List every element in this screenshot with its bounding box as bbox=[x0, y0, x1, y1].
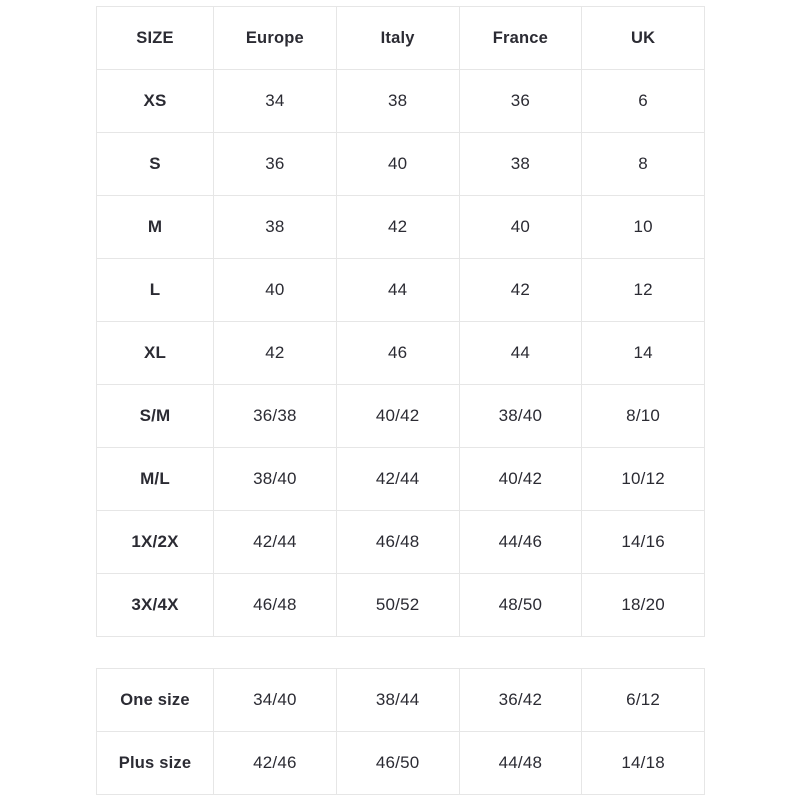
cell-europe: 38 bbox=[214, 196, 337, 259]
cell-italy: 50/52 bbox=[336, 574, 459, 637]
table-row bbox=[97, 385, 705, 448]
cell-italy: 46 bbox=[336, 322, 459, 385]
cell-uk: 10/12 bbox=[582, 448, 705, 511]
row-label: Plus size bbox=[97, 732, 214, 795]
table-row bbox=[97, 70, 705, 133]
cell-uk: 18/20 bbox=[582, 574, 705, 637]
cell-italy: 40 bbox=[336, 133, 459, 196]
cell-france: 40 bbox=[459, 196, 582, 259]
cell-italy: 42 bbox=[336, 196, 459, 259]
table-row bbox=[97, 574, 705, 637]
column-header-uk: UK bbox=[582, 7, 705, 70]
cell-italy: 42/44 bbox=[336, 448, 459, 511]
cell-europe: 34 bbox=[214, 70, 337, 133]
cell-italy: 46/48 bbox=[336, 511, 459, 574]
cell-europe: 42/44 bbox=[214, 511, 337, 574]
table-row bbox=[97, 133, 705, 196]
table-row bbox=[97, 322, 705, 385]
cell-europe: 42/46 bbox=[214, 732, 337, 795]
row-label: S/M bbox=[97, 385, 214, 448]
cell-france: 40/42 bbox=[459, 448, 582, 511]
cell-europe: 46/48 bbox=[214, 574, 337, 637]
cell-france: 38 bbox=[459, 133, 582, 196]
cell-france: 38/40 bbox=[459, 385, 582, 448]
row-label: One size bbox=[97, 669, 214, 732]
cell-uk: 14/16 bbox=[582, 511, 705, 574]
cell-france: 42 bbox=[459, 259, 582, 322]
table-row bbox=[97, 259, 705, 322]
table-row bbox=[97, 669, 705, 732]
column-header-france: France bbox=[459, 7, 582, 70]
cell-france: 36 bbox=[459, 70, 582, 133]
extra-size-table bbox=[96, 668, 705, 795]
cell-uk: 8/10 bbox=[582, 385, 705, 448]
cell-uk: 6 bbox=[582, 70, 705, 133]
table-row bbox=[97, 511, 705, 574]
cell-uk: 12 bbox=[582, 259, 705, 322]
cell-uk: 14/18 bbox=[582, 732, 705, 795]
cell-europe: 34/40 bbox=[214, 669, 337, 732]
row-label: L bbox=[97, 259, 214, 322]
extra-size-table-container bbox=[96, 668, 704, 795]
cell-europe: 42 bbox=[214, 322, 337, 385]
cell-italy: 38/44 bbox=[336, 669, 459, 732]
cell-italy: 44 bbox=[336, 259, 459, 322]
cell-france: 44/46 bbox=[459, 511, 582, 574]
cell-italy: 40/42 bbox=[336, 385, 459, 448]
table-row bbox=[97, 732, 705, 795]
row-label: M/L bbox=[97, 448, 214, 511]
row-label: XS bbox=[97, 70, 214, 133]
cell-europe: 40 bbox=[214, 259, 337, 322]
cell-europe: 36 bbox=[214, 133, 337, 196]
row-label: S bbox=[97, 133, 214, 196]
cell-uk: 14 bbox=[582, 322, 705, 385]
main-size-table-container bbox=[96, 6, 704, 637]
table-row bbox=[97, 448, 705, 511]
column-header-size: SIZE bbox=[97, 7, 214, 70]
cell-france: 44 bbox=[459, 322, 582, 385]
cell-europe: 36/38 bbox=[214, 385, 337, 448]
cell-uk: 6/12 bbox=[582, 669, 705, 732]
column-header-italy: Italy bbox=[336, 7, 459, 70]
row-label: XL bbox=[97, 322, 214, 385]
column-header-europe: Europe bbox=[214, 7, 337, 70]
cell-france: 44/48 bbox=[459, 732, 582, 795]
cell-uk: 8 bbox=[582, 133, 705, 196]
cell-uk: 10 bbox=[582, 196, 705, 259]
cell-france: 48/50 bbox=[459, 574, 582, 637]
row-label: 3X/4X bbox=[97, 574, 214, 637]
cell-europe: 38/40 bbox=[214, 448, 337, 511]
cell-italy: 46/50 bbox=[336, 732, 459, 795]
cell-france: 36/42 bbox=[459, 669, 582, 732]
main-size-table bbox=[96, 6, 705, 637]
table-row bbox=[97, 196, 705, 259]
cell-italy: 38 bbox=[336, 70, 459, 133]
row-label: M bbox=[97, 196, 214, 259]
table-header-row bbox=[97, 7, 705, 70]
row-label: 1X/2X bbox=[97, 511, 214, 574]
